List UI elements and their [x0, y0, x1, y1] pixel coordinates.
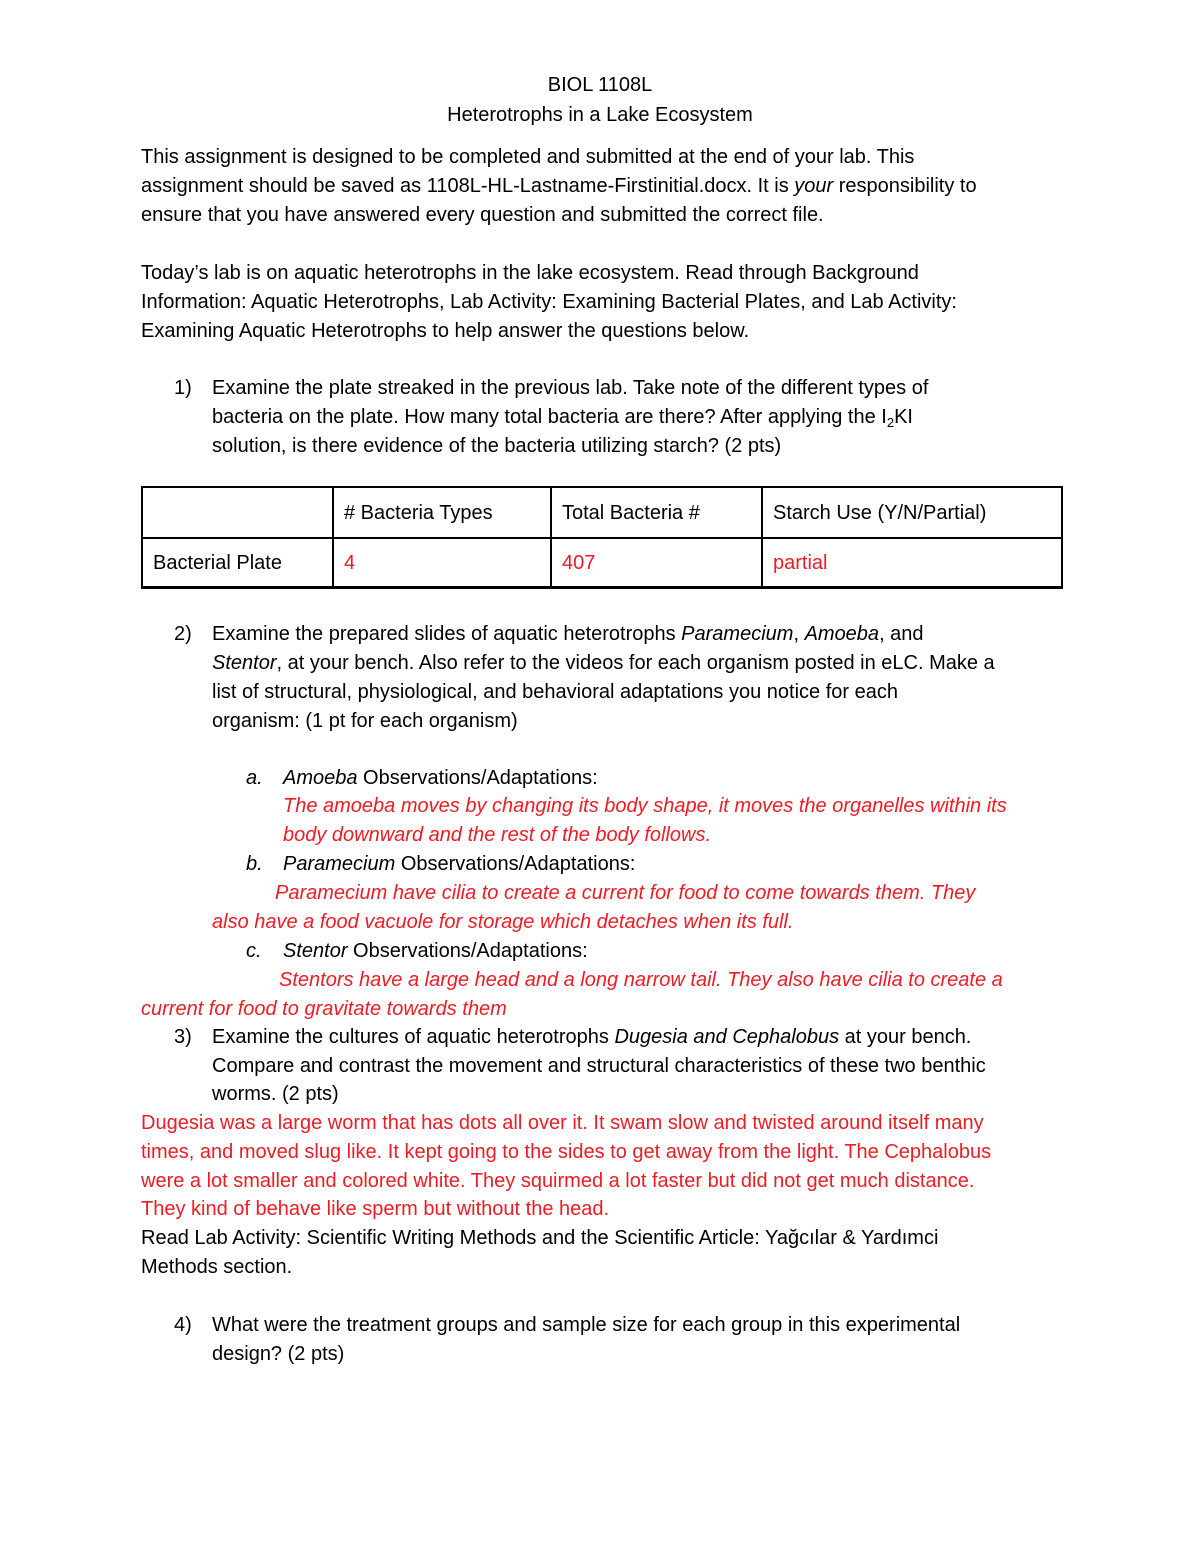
table-row — [142, 538, 1062, 588]
stentor-answer: Stentors have a large head and a long narrow tail. They also have cilia to create a — [279, 969, 1003, 991]
question-3-line — [212, 1023, 971, 1052]
question-3-number: 3) — [174, 1026, 192, 1048]
question-4-line: What were the treatment groups and sample size for each group in this experimental — [212, 1314, 961, 1336]
today-line: Examining Aquatic Heterotrophs to help answer the questions below. — [141, 320, 750, 342]
read-instruction: Read Lab Activity: Scientific Writing Methods and the Scientific Article: Yağcılar & Yardımci — [141, 1227, 939, 1249]
table-cell-starch-use: partial — [762, 538, 1062, 588]
question-1-line: solution, is there evidence of the bacteria utilizing starch? (2 pts) — [212, 435, 782, 457]
question-2-line: list of structural, physiological, and behavioral adaptations you notice for each — [212, 681, 898, 703]
course-code: BIOL 1108L — [547, 74, 653, 96]
question-2-text: , at your bench. Also refer to the videos for each organism posted in eLC. Make a — [276, 652, 995, 674]
table-row-label: Bacterial Plate — [142, 538, 333, 588]
organism-name: Dugesia and Cephalobus — [614, 1026, 840, 1048]
subscript: 2 — [886, 415, 895, 430]
question-4-line: design? (2 pts) — [212, 1343, 345, 1365]
question-2-line — [212, 620, 924, 649]
question-1-text: bacteria on the plate. How many total bacteria are there? After applying the I — [212, 406, 887, 428]
intro-emphasis: your — [794, 175, 834, 197]
question-3-answer: times, and moved slug like. It kept going to the sides to get away from the light. The Cephalobus — [141, 1141, 992, 1163]
organism-name: Amoeba — [283, 767, 358, 789]
question-2-text: , — [793, 623, 805, 645]
intro-line: This assignment is designed to be completed and submitted at the end of your lab. This — [141, 146, 915, 168]
table-header-cell: # Bacteria Types — [333, 487, 551, 538]
question-1-line: Examine the plate streaked in the previous lab. Take note of the different types of — [212, 377, 929, 399]
intro-text: assignment should be saved as 1108L-HL-Lastname-Firstinitial.docx. It is — [141, 175, 795, 197]
label-text: Observations/Adaptations: — [357, 767, 598, 789]
table-header-cell — [142, 487, 333, 538]
question-1-text: KI — [894, 406, 913, 428]
paramecium-answer: also have a food vacuole for storage which detaches when its full. — [212, 911, 794, 933]
table-header-cell: Starch Use (Y/N/Partial) — [762, 487, 1062, 538]
subitem-letter: b. — [246, 853, 263, 875]
subitem-letter: c. — [246, 940, 262, 962]
question-3-answer: were a lot smaller and colored white. They squirmed a lot faster but did not get much distance. — [141, 1170, 975, 1192]
question-2-number: 2) — [174, 623, 192, 645]
paramecium-label — [283, 850, 635, 879]
question-2-line — [212, 649, 995, 678]
intro-line: ensure that you have answered every question and submitted the correct file. — [141, 204, 824, 226]
document-title: Heterotrophs in a Lake Ecosystem — [447, 104, 753, 126]
stentor-label — [283, 937, 588, 966]
subitem-letter: a. — [246, 767, 263, 789]
amoeba-answer: The amoeba moves by changing its body shape, it moves the organelles within its — [283, 795, 1007, 817]
organism-name: Paramecium — [681, 623, 794, 645]
label-text: Observations/Adaptations: — [395, 853, 636, 875]
table-cell-total-bacteria: 407 — [551, 538, 762, 588]
amoeba-answer: body downward and the rest of the body follows. — [283, 824, 712, 846]
question-3-answer: They kind of behave like sperm but without the head. — [141, 1198, 610, 1220]
table-cell-bacteria-types: 4 — [333, 538, 551, 588]
question-2-line: organism: (1 pt for each organism) — [212, 710, 518, 732]
organism-name: Amoeba — [804, 623, 880, 645]
bacteria-table — [141, 486, 1063, 589]
question-3-answer: Dugesia was a large worm that has dots all over it. It swam slow and twisted around itself many — [141, 1112, 984, 1134]
intro-text: responsibility to — [833, 175, 977, 197]
today-line: Today’s lab is on aquatic heterotrophs in the lake ecosystem. Read through Background — [141, 262, 919, 284]
today-line: Information: Aquatic Heterotrophs, Lab Activity: Examining Bacterial Plates, and Lab Activity: — [141, 291, 957, 313]
amoeba-label — [283, 764, 598, 793]
organism-name: Stentor — [283, 940, 348, 962]
question-3-line: Compare and contrast the movement and structural characteristics of these two benthic — [212, 1055, 986, 1077]
paramecium-answer: Paramecium have cilia to create a current for food to come towards them. They — [275, 882, 976, 904]
question-1-number: 1) — [174, 377, 192, 399]
question-3-line: worms. (2 pts) — [212, 1083, 339, 1105]
organism-name: Paramecium — [283, 853, 396, 875]
organism-name: Stentor — [212, 652, 277, 674]
question-2-text: Examine the prepared slides of aquatic heterotrophs — [212, 623, 682, 645]
table-header-cell: Total Bacteria # — [551, 487, 762, 538]
table-header-row — [142, 487, 1062, 538]
stentor-answer: current for food to gravitate towards them — [141, 998, 507, 1020]
question-4-number: 4) — [174, 1314, 192, 1336]
question-3-text: Examine the cultures of aquatic heterotrophs — [212, 1026, 615, 1048]
question-3-text: at your bench. — [839, 1026, 972, 1048]
question-2-text: , and — [879, 623, 924, 645]
label-text: Observations/Adaptations: — [347, 940, 588, 962]
read-instruction: Methods section. — [141, 1256, 293, 1278]
intro-line — [141, 172, 977, 201]
question-1-line — [212, 403, 913, 432]
